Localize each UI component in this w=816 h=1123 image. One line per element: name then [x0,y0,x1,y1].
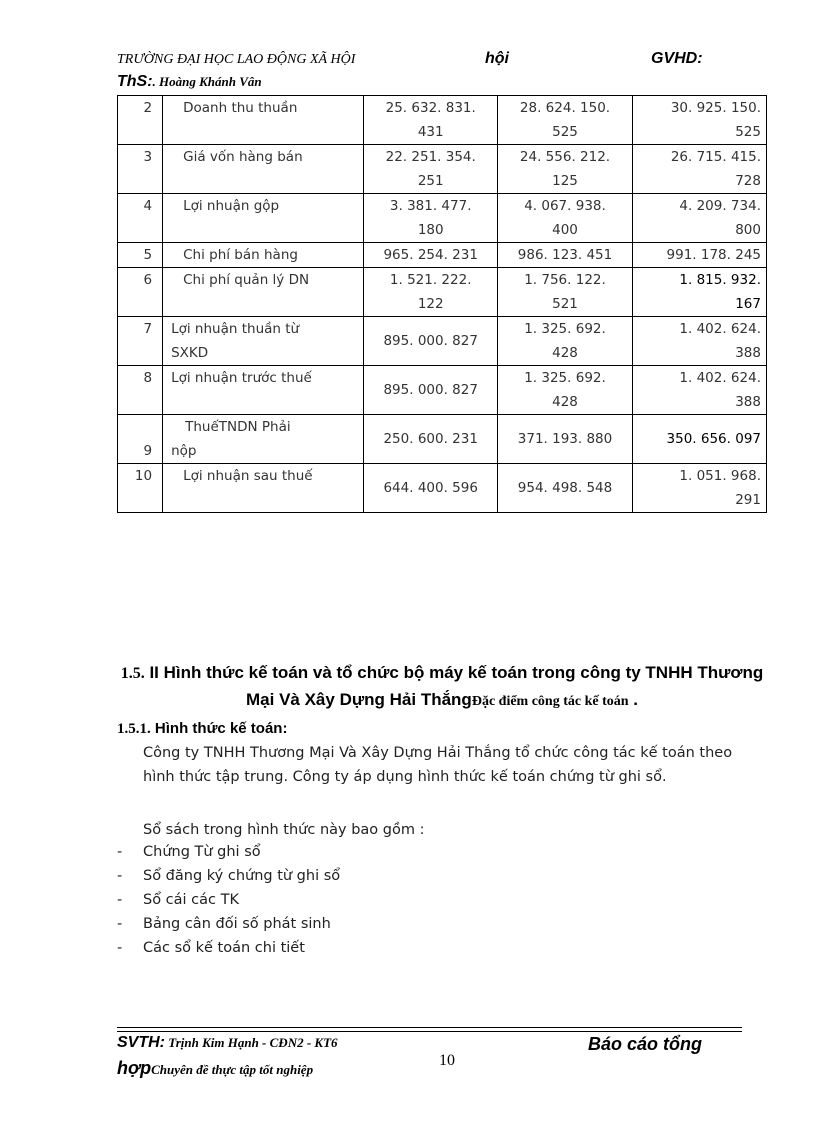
value-cell: 24. 556. 212. 125 [498,145,632,194]
value-cell: 895. 000. 827 [364,317,498,366]
row-number: 5 [118,243,163,268]
list-item: - Các sổ kế toán chi tiết [117,940,305,956]
header-hoi: hội [485,50,509,67]
value-cell: 371. 193. 880 [498,415,632,464]
value-cell: 30. 925. 150. 525 [632,96,766,145]
section-title: II Hình thức kế toán và tổ chức bộ máy kế toán trong công ty TNHH Thương Mại Và Xây Dựng Hải Thắng [144,663,764,709]
ledger-list [117,840,340,960]
value-cell: 1. 521. 222. 122 [364,268,498,317]
row-label: Lợi nhuận thuần từ SXKD [163,317,364,366]
row-number: 10 [118,464,163,513]
section-title-suffix: Đặc điểm công tác kế toán [471,694,629,709]
value-cell: 991. 178. 245 [632,243,766,268]
footer-divider [117,1027,742,1028]
row-label: Doanh thu thuần [163,96,364,145]
row-number: 6 [118,268,163,317]
list-item: - Bảng cân đối số phát sinh [117,916,331,932]
value-cell: 986. 123. 451 [498,243,632,268]
footer-svth: SVTH: Trịnh Kim Hạnh - CĐN2 - KT6 [117,1034,338,1051]
row-label: Lợi nhuận trước thuế [163,366,364,415]
value-cell: 28. 624. 150. 525 [498,96,632,145]
body-paragraph: Công ty TNHH Thương Mại Và Xây Dựng Hải Thắng tổ chức công tác kế toán theo hình thức tập trung. Công ty áp dụng hình thức kế toán chứng từ ghi sổ. [143,745,733,785]
table-row [118,366,767,415]
header-line-1 [117,50,742,72]
row-label: Giá vốn hàng bán [163,145,364,194]
list-item: - Sổ đăng ký chứng từ ghi sổ [117,868,341,884]
list-item: - Chứng Từ ghi sổ [117,844,261,860]
subsection-heading [117,720,287,738]
body-paragraph-intro: Sổ sách trong hình thức này bao gồm : [143,822,425,838]
row-label: Lợi nhuận gộp [163,194,364,243]
page-number: 10 [439,1052,455,1069]
subsection-number: 1.5.1. [117,721,151,737]
section-number: 1.5. [120,665,145,682]
value-cell: 26. 715. 415. 728 [632,145,766,194]
value-cell: 1. 051. 968. 291 [632,464,766,513]
row-number: 8 [118,366,163,415]
row-number: 9 [118,415,163,464]
value-cell: 1. 325. 692. 428 [498,366,632,415]
table-row [118,317,767,366]
value-cell: 4. 209. 734. 800 [632,194,766,243]
row-number: 3 [118,145,163,194]
value-cell: 25. 632. 831. 431 [364,96,498,145]
footer-topic: Chuyên đề thực tập tốt nghiệp [151,1062,314,1077]
section-title-end: . [628,690,638,709]
value-cell: 250. 600. 231 [364,415,498,464]
table-row [118,243,767,268]
list-item: - Sổ cái các TK [117,892,239,908]
value-cell: 3. 381. 477. 180 [364,194,498,243]
header-line-2 [117,73,262,91]
value-cell: 895. 000. 827 [364,366,498,415]
header-gvhd-label: GVHD: [651,50,703,67]
section-heading [117,660,767,715]
table-row [118,194,767,243]
row-number: 4 [118,194,163,243]
table-row [118,464,767,513]
table-row [118,268,767,317]
page-footer [117,1034,742,1082]
school-name: TRƯỜNG ĐẠI HỌC LAO ĐỘNG XÃ HỘI [117,52,356,67]
footer-line-2 [117,1058,313,1079]
value-cell: 22. 251. 354. 251 [364,145,498,194]
value-cell: 1. 756. 122. 521 [498,268,632,317]
value-cell: 1. 325. 692. 428 [498,317,632,366]
value-cell: 644. 400. 596 [364,464,498,513]
table-row [118,145,767,194]
table-row [118,415,767,464]
row-label: Chi phí bán hàng [163,243,364,268]
value-cell: 1. 402. 624. 388 [632,317,766,366]
row-number: 2 [118,96,163,145]
row-number: 7 [118,317,163,366]
table-row [118,96,767,145]
student-name: Trịnh Kim Hạnh - CĐN2 - KT6 [165,1035,338,1050]
row-label: Chi phí quản lý DN [163,268,364,317]
row-label: Lợi nhuận sau thuế [163,464,364,513]
value-cell: 350. 656. 097 [632,415,766,464]
footer-divider [117,1031,742,1032]
subsection-title: Hình thức kế toán: [150,720,288,737]
value-cell: 965. 254. 231 [364,243,498,268]
value-cell: 1. 815. 932. 167 [632,268,766,317]
value-cell: 1. 402. 624. 388 [632,366,766,415]
value-cell: 954. 498. 548 [498,464,632,513]
financial-results-table [117,95,767,513]
row-label: ThuếTNDN Phải nộp [163,415,364,464]
footer-report-label: Báo cáo tổng [588,1034,703,1054]
header-ths-label: ThS: [117,73,153,90]
footer-hop: hợp [117,1058,152,1078]
teacher-name: . Hoàng Khánh Vân [152,74,262,89]
page-header [117,50,742,94]
value-cell: 4. 067. 938. 400 [498,194,632,243]
